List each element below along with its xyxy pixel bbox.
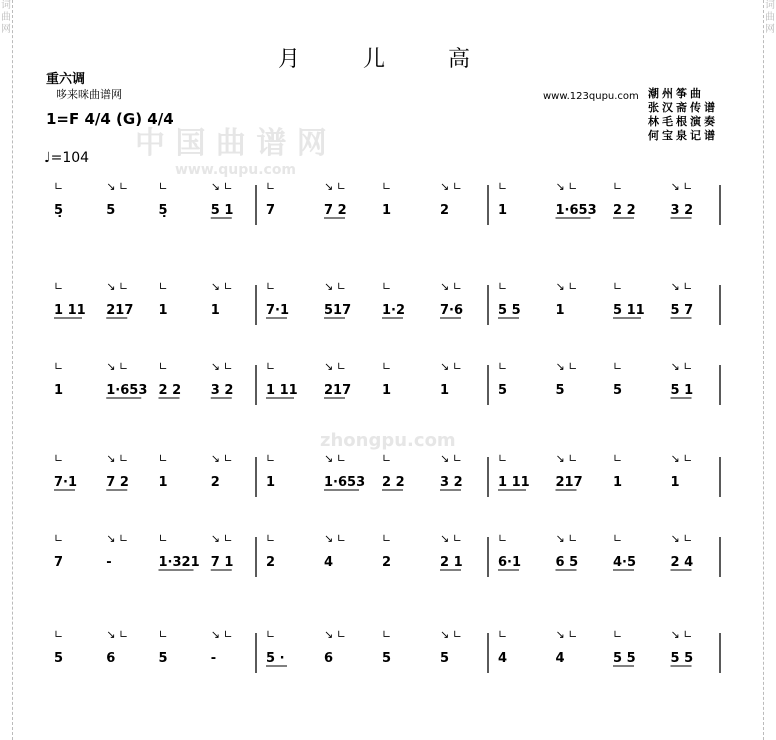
finger-mark: ↘ ∟ bbox=[670, 532, 693, 545]
note: 1 bbox=[210, 303, 220, 318]
note: 1·653 bbox=[324, 475, 366, 490]
credit-line: 张汉斋传谱 bbox=[648, 101, 718, 114]
note: 1 bbox=[158, 475, 168, 490]
finger-mark: ↘ ∟ bbox=[106, 180, 129, 193]
note: 2 bbox=[382, 555, 392, 570]
song-title: 月 儿 高 bbox=[278, 47, 498, 72]
note: 5 5 bbox=[613, 651, 636, 666]
finger-mark: ∟ bbox=[498, 452, 508, 465]
credit-line: 林毛根演奏 bbox=[648, 115, 718, 128]
note: 7 2 bbox=[106, 475, 129, 490]
finger-mark: ↘ ∟ bbox=[555, 180, 578, 193]
site-name: 哆来咪曲谱网 bbox=[56, 88, 122, 101]
finger-mark: ∟ bbox=[382, 628, 392, 641]
finger-mark: ↘ ∟ bbox=[440, 532, 462, 545]
note: 6 5 bbox=[555, 555, 579, 570]
finger-mark: ∟ bbox=[613, 360, 623, 373]
finger-mark: ↘ ∟ bbox=[106, 360, 129, 373]
note: 5 bbox=[54, 651, 64, 666]
note: 4 bbox=[498, 651, 508, 666]
note: 517 bbox=[324, 303, 352, 318]
finger-mark: ∟ bbox=[266, 628, 276, 641]
score-row bbox=[54, 360, 720, 405]
tempo-marking: ♩=104 bbox=[44, 150, 90, 166]
note: 5 5 bbox=[670, 651, 694, 666]
note: 7 bbox=[54, 555, 64, 570]
margin-char: 网 bbox=[765, 24, 775, 35]
note: 2 bbox=[210, 475, 220, 490]
note: 5 11 bbox=[613, 303, 645, 318]
finger-mark: ∟ bbox=[498, 628, 508, 641]
margin-char: 曲 bbox=[765, 12, 775, 23]
note: - bbox=[106, 555, 112, 570]
finger-mark: ↘ ∟ bbox=[324, 360, 346, 373]
credit-line: 潮州筝曲 bbox=[648, 87, 704, 100]
note: - bbox=[210, 651, 217, 666]
note: 2 bbox=[440, 203, 450, 218]
note: 5 1 bbox=[670, 383, 694, 398]
finger-mark: ↘ ∟ bbox=[106, 280, 129, 293]
note: 5 7 bbox=[670, 303, 694, 318]
finger-mark: ∟ bbox=[613, 280, 623, 293]
watermark-url: www.qupu.com bbox=[175, 162, 297, 178]
note: 3 2 bbox=[440, 475, 463, 490]
finger-mark: ∟ bbox=[382, 532, 392, 545]
finger-mark: ∟ bbox=[54, 360, 64, 373]
finger-mark: ↘ ∟ bbox=[210, 532, 233, 545]
finger-mark: ∟ bbox=[382, 280, 392, 293]
finger-mark: ↘ ∟ bbox=[210, 280, 233, 293]
finger-mark: ∟ bbox=[158, 532, 168, 545]
note: 2 bbox=[266, 555, 276, 570]
credit-line: 何宝泉记谱 bbox=[648, 129, 718, 142]
finger-mark: ↘ ∟ bbox=[324, 452, 346, 465]
note: 1 11 bbox=[498, 475, 530, 490]
note: 217 bbox=[555, 475, 583, 490]
finger-mark: ∟ bbox=[54, 452, 64, 465]
finger-mark: ↘ ∟ bbox=[555, 532, 578, 545]
finger-mark: ∟ bbox=[54, 180, 64, 193]
finger-mark: ∟ bbox=[498, 532, 508, 545]
tuning-label: 重六调 bbox=[46, 72, 86, 87]
note: 7·1 bbox=[266, 303, 290, 318]
margin-char: 词 bbox=[765, 0, 775, 11]
finger-mark: ∟ bbox=[613, 452, 623, 465]
note: 5 bbox=[613, 383, 623, 398]
note: 6·1 bbox=[498, 555, 522, 570]
finger-mark: ∟ bbox=[158, 180, 168, 193]
finger-mark: ↘ ∟ bbox=[440, 180, 462, 193]
note: 5 bbox=[158, 651, 168, 666]
finger-mark: ↘ ∟ bbox=[670, 280, 693, 293]
margin-char: 曲 bbox=[1, 12, 11, 23]
finger-mark: ∟ bbox=[613, 628, 623, 641]
note: 2 2 bbox=[613, 203, 636, 218]
note: 1 11 bbox=[54, 303, 86, 318]
finger-mark: ∟ bbox=[266, 280, 276, 293]
note: 5 bbox=[498, 383, 508, 398]
finger-mark: ↘ ∟ bbox=[106, 628, 129, 641]
note: 5̣ bbox=[158, 203, 168, 218]
finger-mark: ↘ ∟ bbox=[324, 180, 346, 193]
note: 4·5 bbox=[613, 555, 637, 570]
finger-mark: ∟ bbox=[613, 532, 623, 545]
note: 6 bbox=[106, 651, 116, 666]
note: 1·653 bbox=[555, 203, 597, 218]
finger-mark: ↘ ∟ bbox=[555, 628, 578, 641]
note: 1 bbox=[266, 475, 276, 490]
note: 6 bbox=[324, 651, 334, 666]
finger-mark: ∟ bbox=[613, 180, 623, 193]
note: 217 bbox=[106, 303, 134, 318]
finger-mark: ∟ bbox=[54, 280, 64, 293]
score-row bbox=[54, 628, 720, 673]
finger-mark: ∟ bbox=[266, 180, 276, 193]
finger-mark: ↘ ∟ bbox=[670, 180, 693, 193]
finger-mark: ∟ bbox=[158, 452, 168, 465]
note: 3 2 bbox=[210, 383, 234, 398]
note: 1 11 bbox=[266, 383, 298, 398]
finger-mark: ∟ bbox=[266, 452, 276, 465]
finger-mark: ∟ bbox=[382, 452, 392, 465]
finger-mark: ↘ ∟ bbox=[670, 360, 693, 373]
finger-mark: ↘ ∟ bbox=[440, 280, 462, 293]
finger-mark: ∟ bbox=[158, 360, 168, 373]
note: 4 bbox=[555, 651, 565, 666]
finger-mark: ↘ ∟ bbox=[324, 280, 346, 293]
finger-mark: ↘ ∟ bbox=[210, 360, 233, 373]
finger-mark: ↘ ∟ bbox=[210, 628, 233, 641]
finger-mark: ∟ bbox=[54, 532, 64, 545]
note: 2 1 bbox=[440, 555, 463, 570]
note: 5 bbox=[555, 383, 565, 398]
finger-mark: ∟ bbox=[498, 360, 508, 373]
note: 7·1 bbox=[54, 475, 78, 490]
finger-mark: ∟ bbox=[498, 280, 508, 293]
note: 7 bbox=[266, 203, 276, 218]
watermark-url-2: zhongpu.com bbox=[320, 430, 456, 451]
note: 5 · bbox=[266, 651, 285, 666]
note: 1 bbox=[498, 203, 508, 218]
note: 1 bbox=[613, 475, 623, 490]
finger-mark: ∟ bbox=[158, 628, 168, 641]
finger-mark: ↘ ∟ bbox=[324, 532, 346, 545]
finger-mark: ↘ ∟ bbox=[440, 360, 462, 373]
finger-mark: ↘ ∟ bbox=[555, 452, 578, 465]
score-row bbox=[54, 532, 720, 577]
note: 5 bbox=[440, 651, 450, 666]
note: 1·2 bbox=[382, 303, 406, 318]
note: 5 bbox=[106, 203, 116, 218]
watermark-text: 中 国 曲 谱 网 bbox=[135, 126, 327, 161]
score-row bbox=[54, 180, 720, 225]
finger-mark: ↘ ∟ bbox=[555, 360, 578, 373]
note: 1 bbox=[555, 303, 565, 318]
note: 2 2 bbox=[382, 475, 405, 490]
finger-mark: ↘ ∟ bbox=[210, 180, 233, 193]
note: 1 bbox=[440, 383, 450, 398]
finger-mark: ↘ ∟ bbox=[106, 452, 129, 465]
finger-mark: ↘ ∟ bbox=[106, 532, 129, 545]
finger-mark: ∟ bbox=[158, 280, 168, 293]
finger-mark: ↘ ∟ bbox=[440, 452, 462, 465]
score-row bbox=[54, 280, 720, 325]
margin-char: 词 bbox=[1, 0, 11, 11]
note: 1·653 bbox=[106, 383, 148, 398]
note: 7 2 bbox=[324, 203, 347, 218]
note: 7 1 bbox=[210, 555, 234, 570]
site-url: www.123qupu.com bbox=[543, 91, 639, 102]
finger-mark: ∟ bbox=[54, 628, 64, 641]
finger-mark: ↘ ∟ bbox=[670, 628, 693, 641]
key-signature: 1=F 4/4 (G) 4/4 bbox=[46, 110, 174, 128]
margin-char: 网 bbox=[1, 24, 11, 35]
note: 5 bbox=[382, 651, 392, 666]
note: 1·321 bbox=[158, 555, 200, 570]
note: 2 4 bbox=[670, 555, 694, 570]
note: 5 5 bbox=[498, 303, 521, 318]
finger-mark: ↘ ∟ bbox=[670, 452, 693, 465]
finger-mark: ∟ bbox=[266, 360, 276, 373]
note: 1 bbox=[670, 475, 680, 490]
finger-mark: ↘ ∟ bbox=[440, 628, 462, 641]
note: 2 2 bbox=[158, 383, 182, 398]
finger-mark: ∟ bbox=[382, 180, 392, 193]
finger-mark: ∟ bbox=[266, 532, 276, 545]
finger-mark: ∟ bbox=[498, 180, 508, 193]
finger-mark: ↘ ∟ bbox=[210, 452, 233, 465]
note: 1 bbox=[158, 303, 168, 318]
note: 5̣ bbox=[54, 203, 64, 218]
finger-mark: ↘ ∟ bbox=[324, 628, 346, 641]
note: 1 bbox=[382, 383, 392, 398]
note: 5 1 bbox=[210, 203, 234, 218]
note: 4 bbox=[324, 555, 334, 570]
note: 217 bbox=[324, 383, 352, 398]
finger-mark: ∟ bbox=[382, 360, 392, 373]
note: 3 2 bbox=[670, 203, 694, 218]
note: 1 bbox=[54, 383, 64, 398]
score-row bbox=[54, 452, 720, 497]
note: 7·6 bbox=[440, 303, 464, 318]
note: 1 bbox=[382, 203, 392, 218]
finger-mark: ↘ ∟ bbox=[555, 280, 578, 293]
